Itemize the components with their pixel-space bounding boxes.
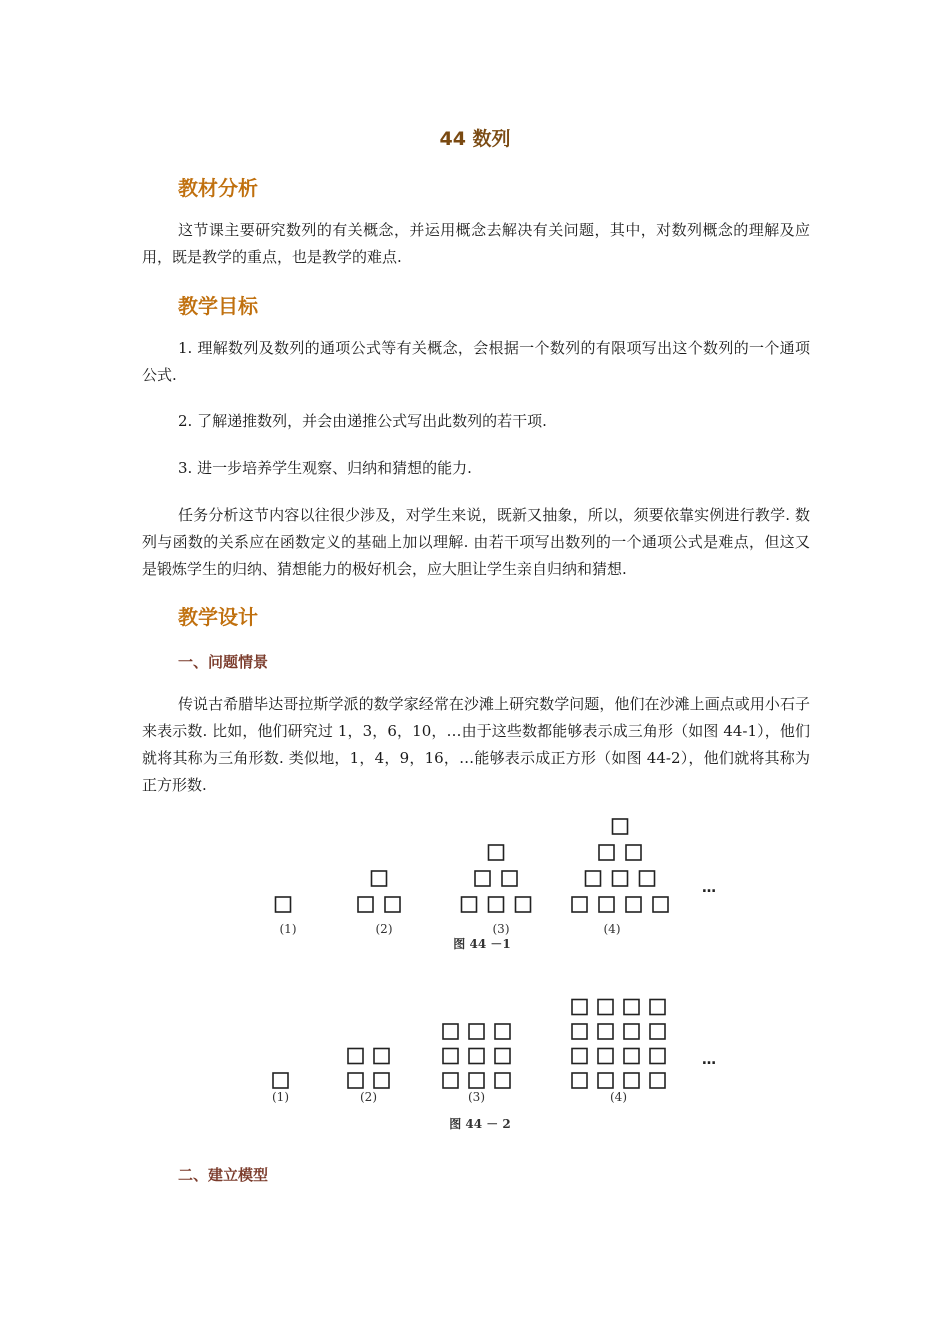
square-stone bbox=[374, 1049, 389, 1064]
figure1-label: (2) bbox=[375, 922, 393, 936]
square-stone bbox=[348, 1049, 363, 1064]
triangle-stone bbox=[385, 897, 400, 912]
square-stone bbox=[598, 1024, 613, 1039]
square-stone bbox=[572, 1049, 587, 1064]
figure2-label: (3) bbox=[468, 1090, 485, 1104]
square-stone bbox=[469, 1024, 484, 1039]
square-stone bbox=[598, 1000, 613, 1015]
figure-44-1-triangular-numbers bbox=[276, 819, 717, 951]
triangle-stone bbox=[489, 897, 504, 912]
triangle-stone bbox=[626, 845, 641, 860]
heading-analysis: 教材分析 bbox=[178, 176, 258, 200]
square-stone bbox=[624, 1073, 639, 1088]
figure1-label: (1) bbox=[279, 922, 297, 936]
square-stone bbox=[624, 1000, 639, 1015]
figure2-label: (4) bbox=[610, 1090, 627, 1104]
square-stone bbox=[374, 1073, 389, 1088]
square-stone bbox=[572, 1073, 587, 1088]
triangle-stone bbox=[358, 897, 373, 912]
square-stone bbox=[495, 1073, 510, 1088]
figure2-label: (1) bbox=[272, 1090, 289, 1104]
heading-design: 教学设计 bbox=[178, 605, 258, 629]
square-stone bbox=[624, 1049, 639, 1064]
goal-2: 2. 了解递推数列，并会由递推公式写出此数列的若干项. bbox=[178, 412, 547, 430]
square-stone bbox=[443, 1049, 458, 1064]
heading-problem-scenario: 一、问题情景 bbox=[178, 653, 269, 671]
goal-1: 1. 理解数列及数列的通项公式等有关概念，会根据一个数列的有限项写出这个数列的一个通项公式. bbox=[142, 339, 810, 384]
triangle-stone bbox=[613, 819, 628, 834]
square-stone bbox=[650, 1024, 665, 1039]
square-stone bbox=[443, 1024, 458, 1039]
triangle-stone bbox=[462, 897, 477, 912]
story-paragraph: 传说古希腊毕达哥拉斯学派的数学家经常在沙滩上研究数学问题，他们在沙滩上画点或用小石子来表示数. 比如，他们研究过 1，3，6，10，…由于这些数都能够表示成三角形（如图 44-1），他们就将其称为三角形数. 类似地，1，4，9，16，…能够表示成正方形（如图 44-2），他们就将其称为正方形数. bbox=[142, 695, 810, 794]
task-analysis-paragraph: 任务分析这节内容以往很少涉及，对学生来说，既新又抽象，所以，须要依靠实例进行教学. 数列与函数的关系应在函数定义的基础上加以理解. 由若干项写出数列的一个通项公式是难点，但这又是锻炼学生的归纳、猜想能力的极好机会，应大胆让学生亲自归纳和猜想. bbox=[142, 506, 810, 578]
triangle-stone bbox=[475, 871, 490, 886]
figure1-label: (4) bbox=[603, 922, 621, 936]
triangle-stone bbox=[599, 845, 614, 860]
triangle-stone bbox=[586, 871, 601, 886]
square-stone bbox=[650, 1049, 665, 1064]
figure1-caption: 图 44 －1 bbox=[453, 937, 511, 951]
figure1-label: (3) bbox=[492, 922, 510, 936]
page-title: 44 数列 bbox=[439, 128, 511, 150]
square-stone bbox=[598, 1049, 613, 1064]
triangle-stone bbox=[640, 871, 655, 886]
figure2-label: (2) bbox=[360, 1090, 377, 1104]
triangle-stone bbox=[516, 897, 531, 912]
square-stone bbox=[624, 1024, 639, 1039]
square-stone bbox=[650, 1073, 665, 1088]
figure-44-2-square-numbers bbox=[272, 1000, 716, 1132]
square-stone bbox=[443, 1073, 458, 1088]
square-stone bbox=[572, 1000, 587, 1015]
square-stone bbox=[469, 1073, 484, 1088]
figure2-caption: 图 44 － 2 bbox=[449, 1117, 511, 1131]
heading-goals: 教学目标 bbox=[178, 294, 258, 318]
square-stone bbox=[572, 1024, 587, 1039]
goal-3: 3. 进一步培养学生观察、归纳和猜想的能力. bbox=[178, 459, 472, 477]
triangle-stone bbox=[572, 897, 587, 912]
triangle-stone bbox=[613, 871, 628, 886]
figure1-ellipsis: … bbox=[702, 880, 716, 896]
triangle-stone bbox=[626, 897, 641, 912]
triangle-stone bbox=[599, 897, 614, 912]
square-stone bbox=[650, 1000, 665, 1015]
triangle-stone bbox=[372, 871, 387, 886]
analysis-paragraph: 这节课主要研究数列的有关概念，并运用概念去解决有关问题，其中，对数列概念的理解及应用，既是教学的重点，也是教学的难点. bbox=[142, 221, 810, 266]
square-stone bbox=[469, 1049, 484, 1064]
square-stone bbox=[495, 1024, 510, 1039]
triangle-stone bbox=[502, 871, 517, 886]
figure2-ellipsis: … bbox=[702, 1052, 716, 1068]
triangle-stone bbox=[276, 897, 291, 912]
square-stone bbox=[598, 1073, 613, 1088]
triangle-stone bbox=[653, 897, 668, 912]
square-stone bbox=[273, 1073, 288, 1088]
heading-build-model: 二、建立模型 bbox=[178, 1166, 269, 1184]
triangle-stone bbox=[489, 845, 504, 860]
square-stone bbox=[495, 1049, 510, 1064]
square-stone bbox=[348, 1073, 363, 1088]
